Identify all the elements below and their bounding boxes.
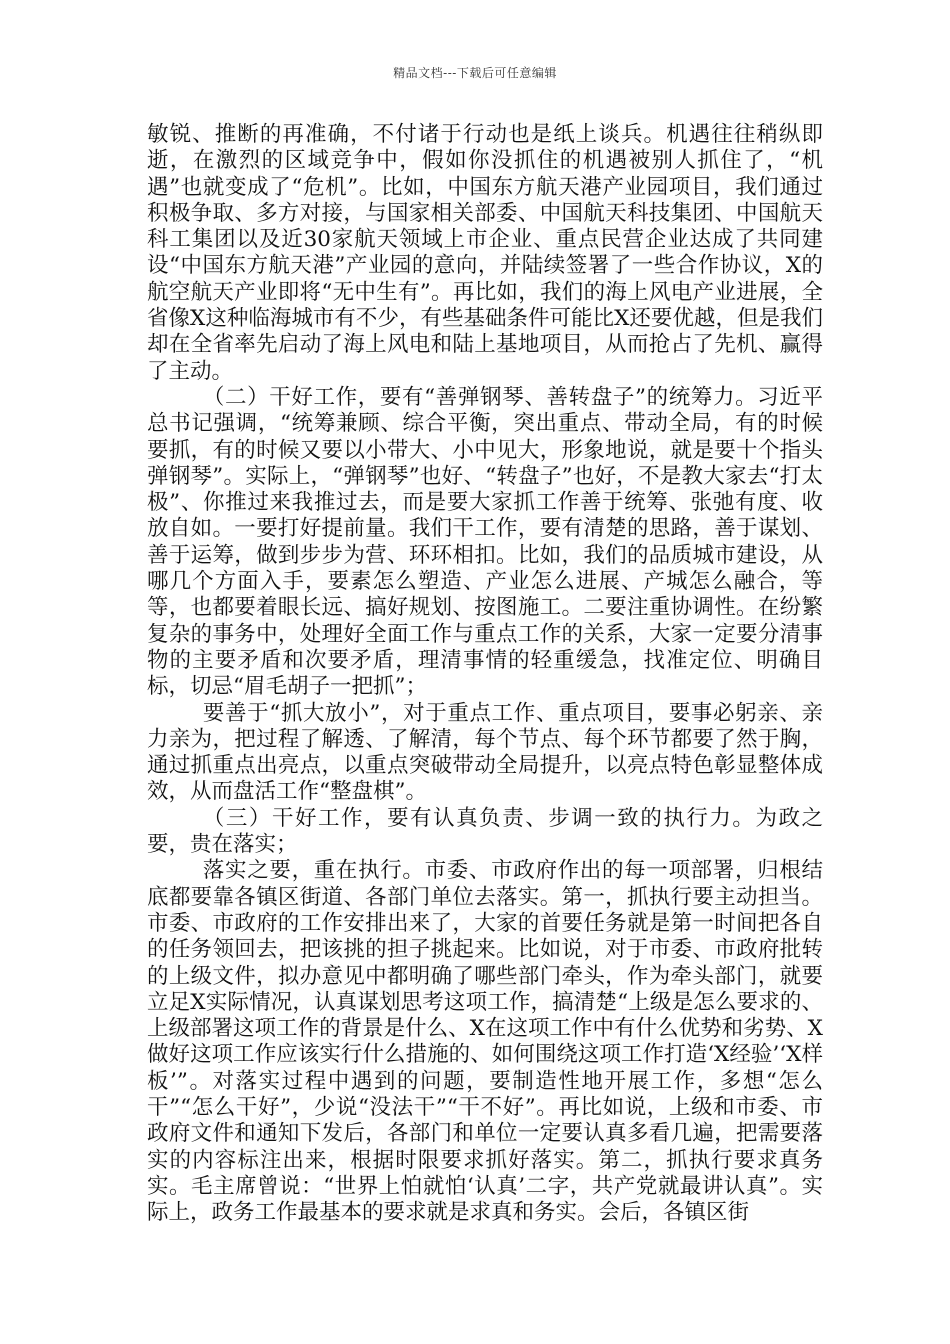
- page-header: 精品文档---下载后可任意编辑: [393, 66, 557, 80]
- paragraph-1: 敏锐、推断的再准确，不付诸于行动也是纸上谈兵。机遇往往稍纵即逝，在激烈的区域竞争中，假如你没抓住的机遇被别人抓住了，“机遇”也就变成了“危机”。比如，中国东方航天港产业园项目，我们通过积极争取、多方对接，与国家相关部委、中国航天科技集团、中国航天科工集团以及近30家航天领域上市企业、重点民营企业达成了共同建设“中国东方航天港”产业园的意向，并陆续签署了一些合作协议，X的航空航天产业即将“无中生有”。再比如，我们的海上风电产业进展，全省像X这种临海城市有不少，有些基础条件可能比X还要优越，但是我们却在全省率先启动了海上风电和陆上基地项目，从而抢占了先机、赢得了主动。: [147, 122, 823, 384]
- paragraph-5: 落实之要，重在执行。市委、市政府作出的每一项部署，归根结底都要靠各镇区街道、各部门单位去落实。第一，抓执行要主动担当。市委、市政府的工作安排出来了，大家的首要任务就是第一时间把各自的任务领回去，把该挑的担子挑起来。比如说，对于市委、市政府批转的上级文件，拟办意见中都明确了哪些部门牵头，作为牵头部门，就要立足X实际情况，认真谋划思考这项工作，搞清楚“上级是怎么要求的、上级部署这项工作的背景是什么、X在这项工作中有什么优势和劣势、X做好这项工作应该实行什么措施的、如何围绕这项工作打造‘X经验’‘X样板’”。对落实过程中遇到的问题，要制造性地开展工作，多想“怎么干”“怎么干好”，少说“没法干”“干不好”。再比如说，上级和市委、市政府文件和通知下发后，各部门和单位一定要认真多看几遍，把需要落实的内容标注出来，根据时限要求抓好落实。第二，抓执行要求真务实。毛主席曾说：“世界上怕就怕‘认真’二字，共产党就最讲认真”。实际上，政务工作最基本的要求就是求真和务实。会后，各镇区街: [147, 858, 823, 1226]
- paragraph-2: （二）干好工作，要有“善弹钢琴、善转盘子”的统筹力。习近平总书记强调，“统筹兼顾、综合平衡，突出重点、带动全局，有的时候要抓，有的时候又要以小带大、小中见大，形象地说，就是要十个指头弹钢琴”。实际上，“弹钢琴”也好、“转盘子”也好，不是教大家去“打太极”、你推过来我推过去，而是要大家抓工作善于统筹、张弛有度、收放自如。一要打好提前量。我们干工作，要有清楚的思路，善于谋划、善于运筹，做到步步为营、环环相扣。比如，我们的品质城市建设，从哪几个方面入手，要素怎么塑造、产业怎么进展、产城怎么融合，等等，也都要着眼长远、搞好规划、按图施工。二要注重协调性。在纷繁复杂的事务中，处理好全面工作与重点工作的关系，大家一定要分清事物的主要矛盾和次要矛盾，理清事情的轻重缓急，找准定位、明确目标，切忌“眉毛胡子一把抓”；: [147, 384, 823, 700]
- paragraph-3: 要善于“抓大放小”，对于重点工作、重点项目，要事必躬亲、亲力亲为，把过程了解透、了解清，每个节点、每个环节都要了然于胸，通过抓重点出亮点，以重点突破带动全局提升，以亮点特色彰显整体成效，从而盘活工作“整盘棋”。: [147, 700, 823, 805]
- paragraph-4: （三）干好工作，要有认真负责、步调一致的执行力。为政之要，贵在落实；: [147, 805, 823, 858]
- document-body: [147, 122, 823, 1226]
